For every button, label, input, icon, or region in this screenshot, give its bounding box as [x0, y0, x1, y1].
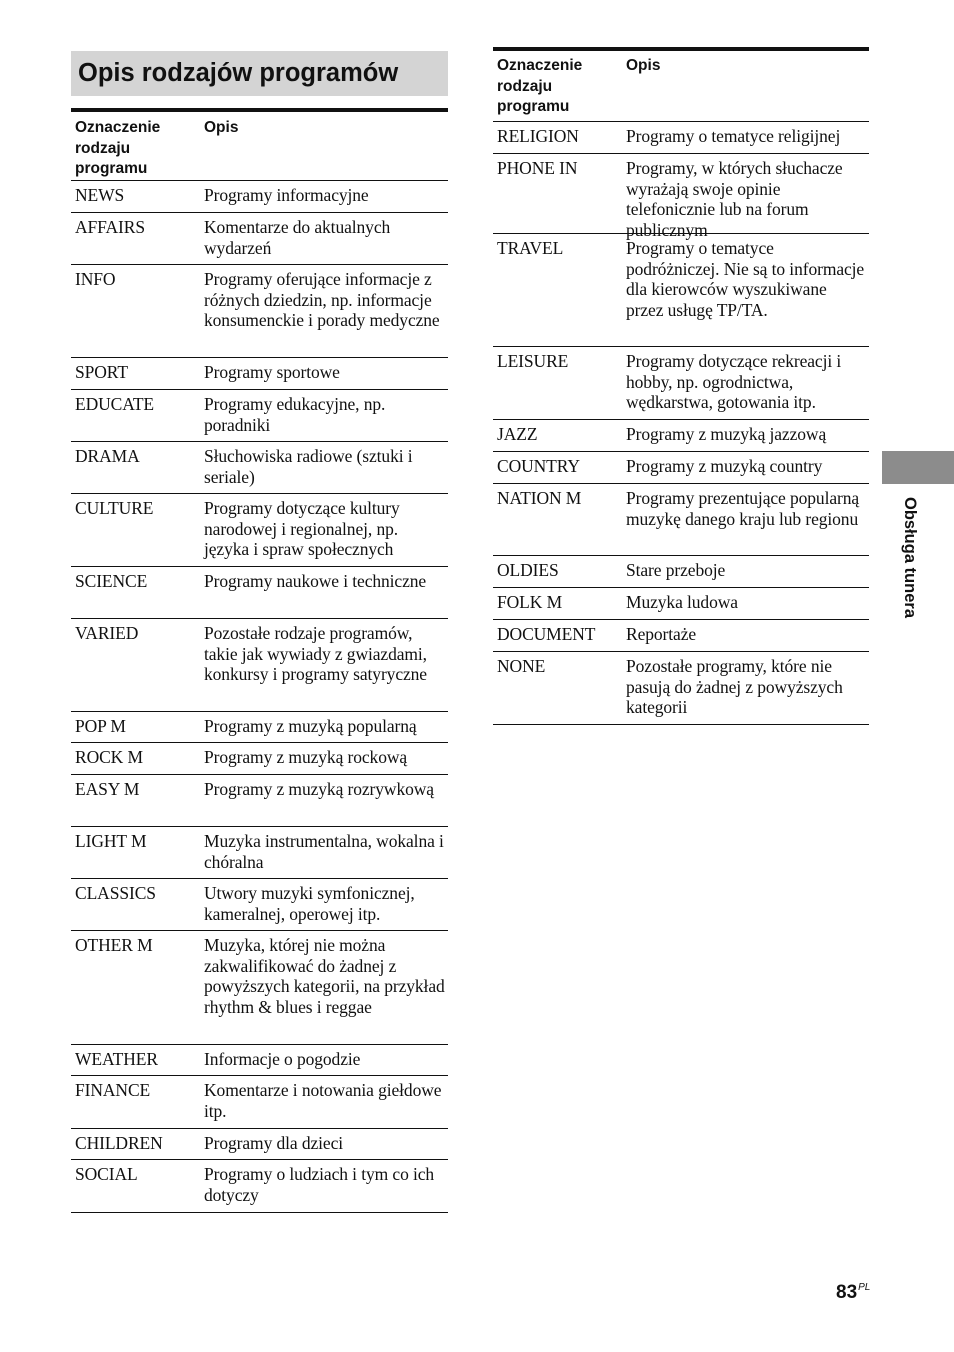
table-row — [493, 652, 869, 725]
program-description: Utwory muzyki symfonicznej, kameralnej, operowej itp. — [204, 883, 415, 924]
header-code: Oznaczenie rodzaju programu — [75, 119, 161, 177]
program-code: DOCUMENT — [497, 624, 596, 644]
program-description: Programy edukacyjne, np. poradniki — [204, 394, 386, 435]
table-row — [71, 1129, 448, 1160]
program-description: Programy informacyjne — [204, 185, 369, 205]
table-row — [71, 213, 448, 265]
program-description: Programy sportowe — [204, 362, 340, 382]
program-description: Programy prezentujące popularną muzykę danego kraju lub regionu — [626, 488, 860, 529]
program-description: Programy naukowe i techniczne — [204, 571, 427, 591]
program-description: Słuchowiska radiowe (sztuki i seriale) — [204, 446, 413, 487]
program-code: ROCK M — [75, 747, 143, 767]
program-code: NEWS — [75, 185, 125, 205]
table-row — [71, 1045, 448, 1076]
program-code: SOCIAL — [75, 1164, 138, 1184]
program-description: Programy dotyczące kultury narodowej i regionalnej, np. języka i spraw społecznych — [204, 498, 400, 559]
table-row — [71, 879, 448, 931]
program-description: Pozostałe rodzaje programów, takie jak wywiady z gwiazdami, konkursy i programy satyryczne — [204, 623, 427, 684]
program-description: Komentarze do aktualnych wydarzeń — [204, 217, 391, 258]
program-code: WEATHER — [75, 1049, 158, 1069]
table-row — [493, 420, 869, 452]
program-description: Programy z muzyką rozrywkową — [204, 779, 434, 799]
program-code: OLDIES — [497, 560, 559, 580]
page-number-value: 83 — [836, 1282, 858, 1303]
program-code: SCIENCE — [75, 571, 148, 591]
program-code: POP M — [75, 716, 126, 736]
program-description: Stare przeboje — [626, 560, 726, 580]
header-code: Oznaczenie rodzaju programu — [497, 57, 583, 115]
table-row — [493, 484, 869, 556]
program-description: Programy z muzyką jazzową — [626, 424, 827, 444]
table-row — [71, 181, 448, 213]
program-code: COUNTRY — [497, 456, 580, 476]
program-code: FINANCE — [75, 1080, 151, 1100]
table-row — [493, 347, 869, 420]
program-code: NATION M — [497, 488, 582, 508]
program-code: VARIED — [75, 623, 139, 643]
table-row — [71, 442, 448, 494]
program-code: LEISURE — [497, 351, 569, 371]
table-row — [493, 556, 869, 588]
section-tab — [882, 451, 954, 484]
page-title: Opis rodzajów programów — [71, 51, 448, 96]
table-row — [71, 265, 448, 358]
program-code: OTHER M — [75, 935, 153, 955]
program-code: INFO — [75, 269, 116, 289]
program-description: Informacje o pogodzie — [204, 1049, 361, 1069]
table-header — [71, 112, 448, 181]
program-description: Programy oferujące informacje z różnych dziedzin, np. informacje konsumenckie i porady medyczne — [204, 269, 440, 330]
program-description: Pozostałe programy, które nie pasują do żadnej z powyższych kategorii — [626, 656, 843, 717]
program-code: LIGHT M — [75, 831, 147, 851]
program-description: Programy dla dzieci — [204, 1133, 344, 1153]
program-description: Programy, w których słuchacze wyrażają swoje opinie telefonicznie lub na forum publicznym — [626, 158, 843, 240]
table-row — [71, 619, 448, 712]
table-row — [71, 390, 448, 442]
program-code: PHONE IN — [497, 158, 578, 178]
program-description: Programy z muzyką country — [626, 456, 823, 476]
program-code: CHILDREN — [75, 1133, 163, 1153]
table-row — [71, 494, 448, 567]
program-description: Komentarze i notowania giełdowe itp. — [204, 1080, 442, 1121]
program-code: CLASSICS — [75, 883, 156, 903]
program-code: NONE — [497, 656, 546, 676]
table-header — [493, 51, 869, 122]
program-description: Programy dotyczące rekreacji i hobby, np. ogrodnictwa, wędkarstwa, gotowania itp. — [626, 351, 842, 412]
header-desc: Opis — [626, 57, 661, 74]
table-row — [71, 827, 448, 879]
table-row — [493, 588, 869, 620]
program-code: SPORT — [75, 362, 128, 382]
program-description: Programy o tematyce podróżniczej. Nie są to informacje dla kierowców wyszukiwane przez usługę TP/TA. — [626, 238, 865, 320]
program-code: EDUCATE — [75, 394, 155, 414]
table-row — [493, 122, 869, 154]
table-row — [71, 1076, 448, 1129]
program-code: EASY M — [75, 779, 140, 799]
page-number-suffix: PL — [858, 1282, 871, 1293]
table-row — [71, 358, 448, 390]
section-tab-label: Obsługa tunera — [901, 497, 919, 619]
program-description: Muzyka instrumentalna, wokalna i chóralna — [204, 831, 444, 872]
program-description: Programy o ludziach i tym co ich dotyczy — [204, 1164, 435, 1205]
table-body — [71, 181, 448, 1213]
program-code: JAZZ — [497, 424, 538, 444]
program-description: Muzyka ludowa — [626, 592, 738, 612]
program-description: Muzyka, której nie można zakwalifikować do żadnej z powyższych kategorii, na przykład rhythm & blues i reggae — [204, 935, 445, 1017]
table-body — [493, 122, 869, 725]
table-row — [493, 452, 869, 484]
program-type-table-right — [493, 47, 869, 725]
program-description: Reportaże — [626, 624, 697, 644]
program-code: FOLK M — [497, 592, 563, 612]
table-row — [71, 743, 448, 775]
program-description: Programy z muzyką rockową — [204, 747, 408, 767]
table-row — [71, 567, 448, 619]
table-row — [71, 775, 448, 827]
table-row — [493, 234, 869, 347]
table-row — [493, 154, 869, 240]
page-number — [836, 1282, 870, 1304]
table-row — [71, 931, 448, 1045]
table-row — [71, 712, 448, 743]
table-row — [493, 620, 869, 652]
program-code: CULTURE — [75, 498, 154, 518]
program-code: TRAVEL — [497, 238, 564, 258]
table-row — [71, 1160, 448, 1213]
header-desc: Opis — [204, 119, 239, 136]
program-description: Programy o tematyce religijnej — [626, 126, 841, 146]
program-type-table-left — [71, 108, 448, 1213]
program-code: DRAMA — [75, 446, 140, 466]
program-code: AFFAIRS — [75, 217, 145, 237]
program-description: Programy z muzyką popularną — [204, 716, 417, 736]
program-code: RELIGION — [497, 126, 579, 146]
